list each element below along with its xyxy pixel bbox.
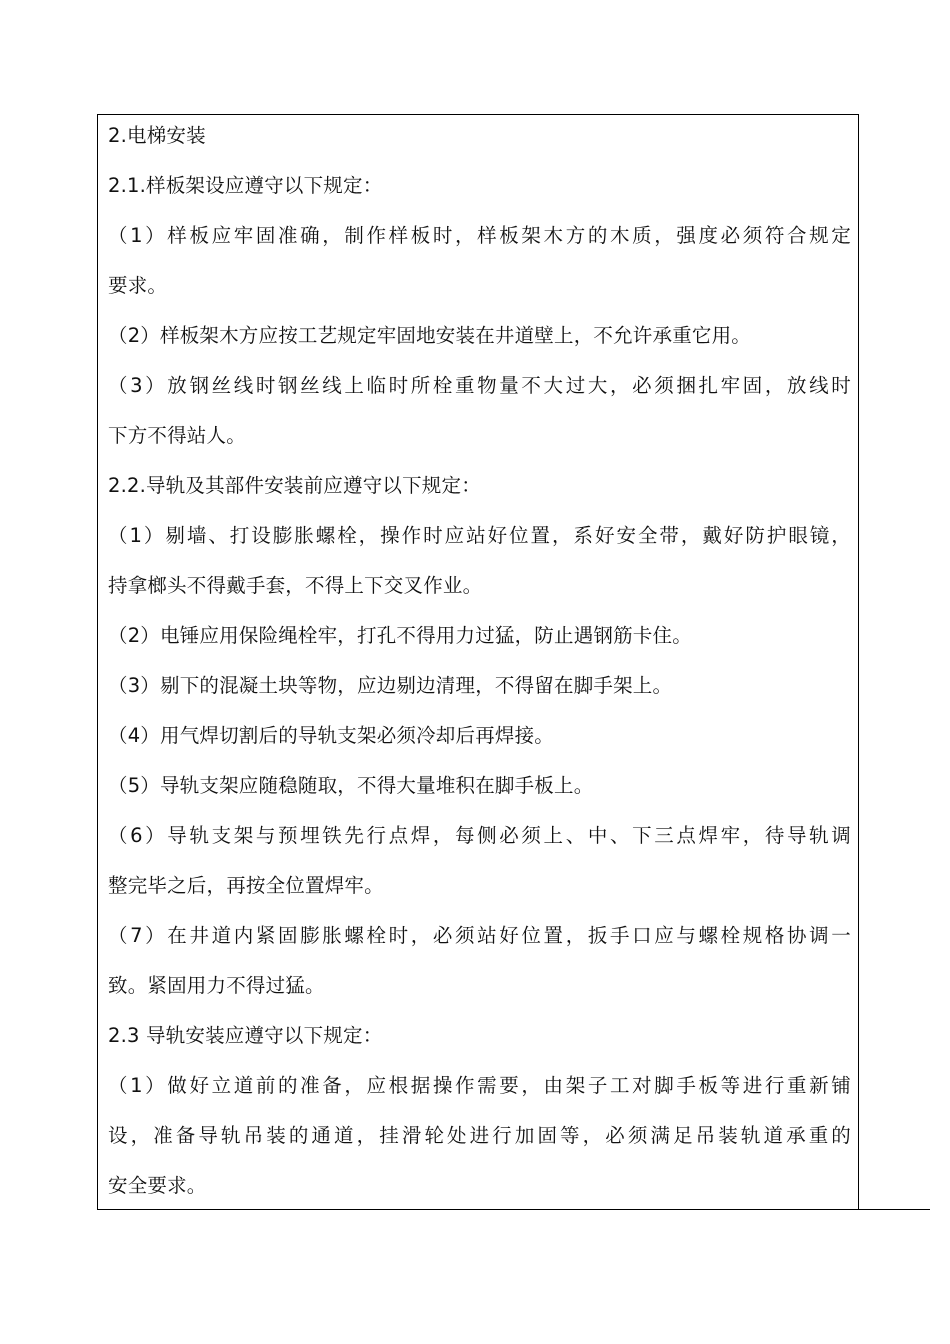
paragraph-line: （1）剔墙、打设膨胀螺栓，操作时应站好位置，系好安全带，戴好防护眼镜， xyxy=(108,524,851,547)
paragraph-line: 下方不得站人。 xyxy=(108,424,246,447)
subsection-heading: 2.3 导轨安装应遵守以下规定： xyxy=(108,1024,383,1047)
table-border-extension xyxy=(859,1209,930,1210)
paragraph-line: 要求。 xyxy=(108,274,168,297)
paragraph-line: （5）导轨支架应随稳随取，不得大量堆积在脚手板上。 xyxy=(108,774,594,797)
paragraph-line: （4）用气焊切割后的导轨支架必须冷却后再焊接。 xyxy=(108,724,555,747)
subsection-heading: 2.2.导轨及其部件安装前应遵守以下规定： xyxy=(108,474,481,497)
paragraph-line: （3）放钢丝线时钢丝线上临时所栓重物量不大过大，必须捆扎牢固，放线时 xyxy=(108,374,851,397)
paragraph-line: （1）做好立道前的准备，应根据操作需要，由架子工对脚手板等进行重新铺 xyxy=(108,1074,851,1097)
section-heading: 2.电梯安装 xyxy=(108,124,206,147)
paragraph-line: （2）样板架木方应按工艺规定牢固地安装在井道壁上，不允许承重它用。 xyxy=(108,324,752,347)
subsection-heading: 2.1.样板架设应遵守以下规定： xyxy=(108,174,383,197)
paragraph-line: 安全要求。 xyxy=(108,1174,207,1197)
paragraph-line: 致。紧固用力不得过猛。 xyxy=(108,974,325,997)
paragraph-line: （6）导轨支架与预埋铁先行点焊，每侧必须上、中、下三点焊牢，待导轨调 xyxy=(108,824,851,847)
paragraph-line: （2）电锤应用保险绳栓牢，打孔不得用力过猛，防止遇钢筋卡住。 xyxy=(108,624,692,647)
paragraph-line: （1）样板应牢固准确，制作样板时，样板架木方的木质，强度必须符合规定 xyxy=(108,224,851,247)
paragraph-line: （3）剔下的混凝土块等物，应边剔边清理，不得留在脚手架上。 xyxy=(108,674,673,697)
paragraph-line: 整完毕之后，再按全位置焊牢。 xyxy=(108,874,384,897)
paragraph-line: 持拿榔头不得戴手套，不得上下交叉作业。 xyxy=(108,574,483,597)
paragraph-line: （7）在井道内紧固膨胀螺栓时，必须站好位置，扳手口应与螺栓规格协调一 xyxy=(108,924,851,947)
paragraph-line: 设，准备导轨吊装的通道，挂滑轮处进行加固等，必须满足吊装轨道承重的 xyxy=(108,1124,851,1147)
